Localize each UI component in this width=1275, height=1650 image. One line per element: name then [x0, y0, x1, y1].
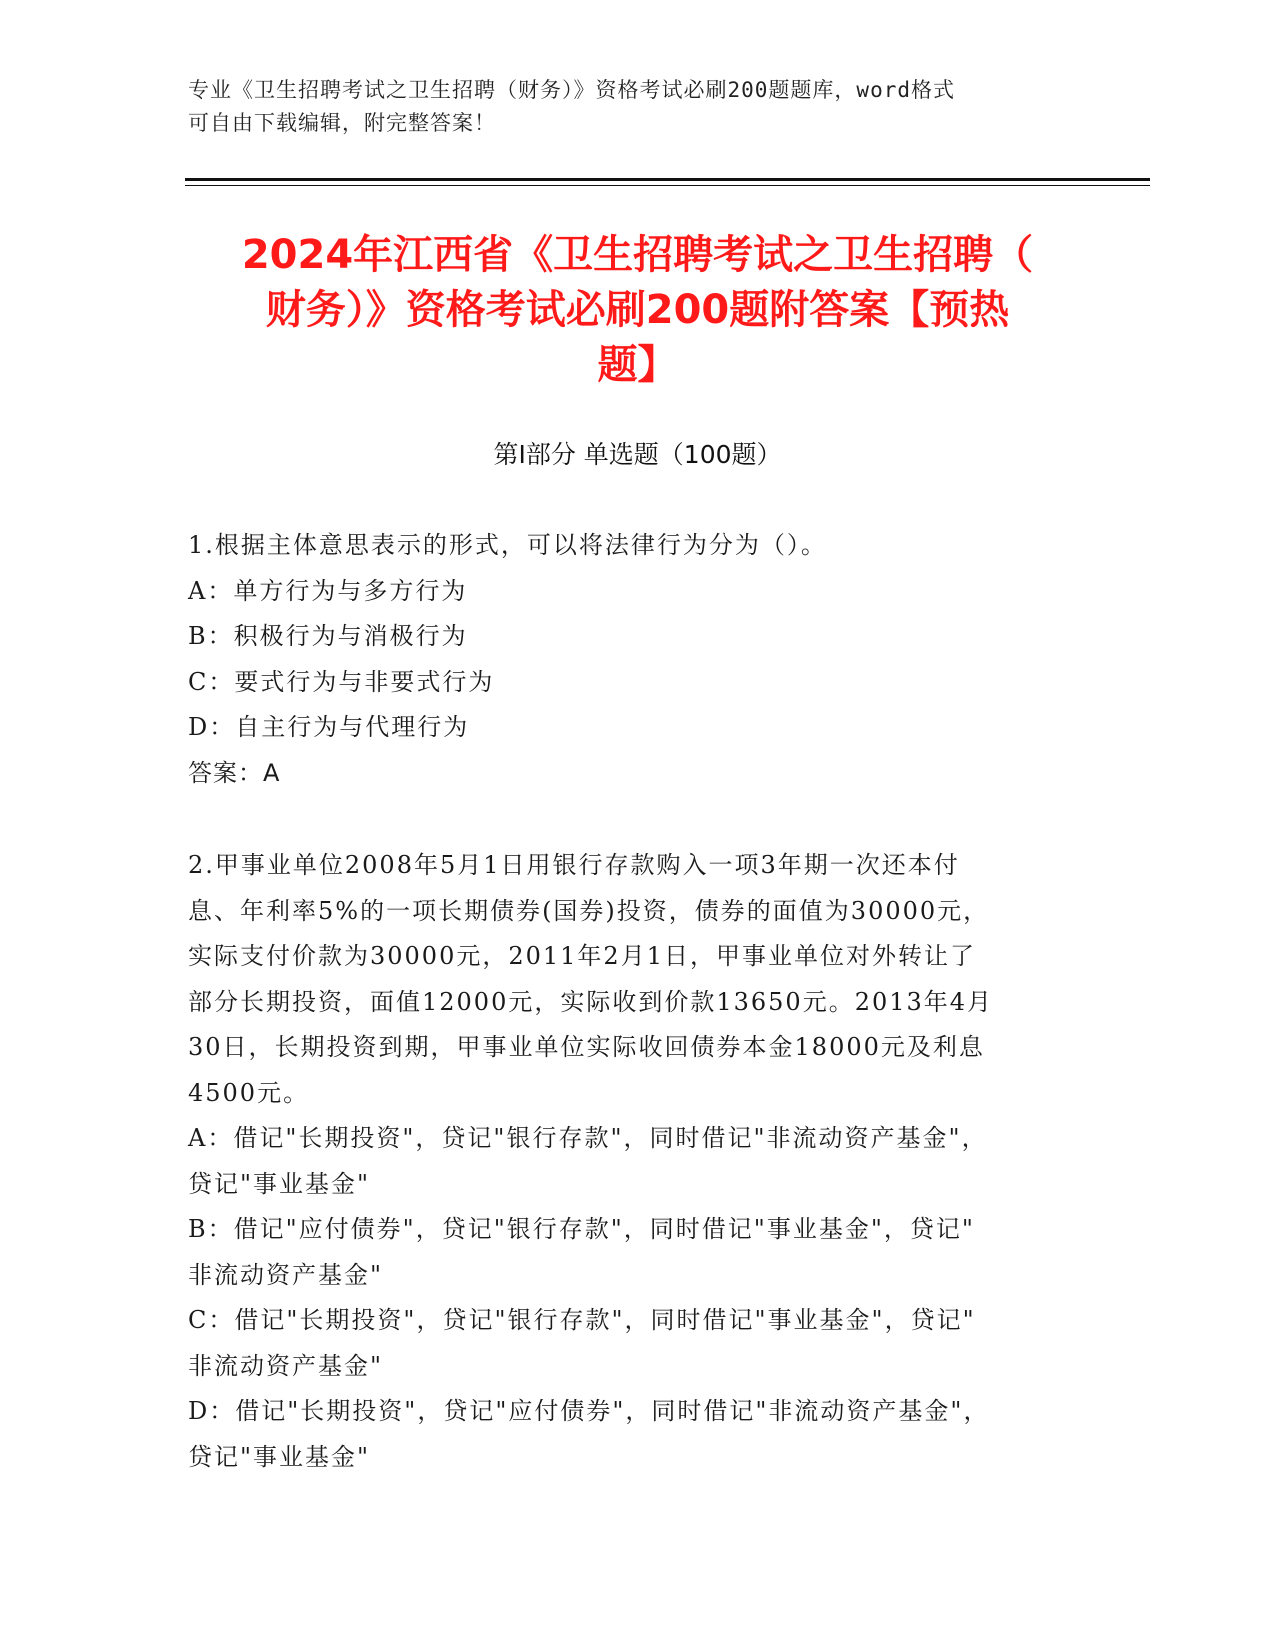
question-stem-line-3: 实际支付价款为30000元，2011年2月1日，甲事业单位对外转让了: [188, 942, 976, 970]
question-stem-line-2: 息、年利率5%的一项长期债券(国券)投资，债券的面值为30000元，: [188, 896, 990, 925]
option-a-line-2: 贷记"事业基金": [188, 1169, 371, 1198]
question-stem-line-5: 30日，长期投资到期，甲事业单位实际收回债券本金18000元及利息: [188, 1033, 985, 1061]
document-title-line-1: 2024年江西省《卫生招聘考试之卫生招聘（: [241, 232, 1034, 278]
header-note-line-1: 专业《卫生招聘考试之卫生招聘（财务）》资格考试必刷200题题库，word格式: [188, 78, 955, 102]
document-title: [180, 228, 1095, 393]
question-stem-line-1: 2.甲事业单位2008年5月1日用银行存款购入一项3年期一次还本付: [188, 851, 960, 879]
option-a: A：单方行为与多方行为: [188, 576, 468, 605]
answer: 答案：A: [188, 758, 281, 787]
option-b-line-2: 非流动资产基金": [188, 1260, 384, 1289]
option-b-line-1: B：借记"应付债券"，贷记"银行存款"，同时借记"事业基金"，贷记": [188, 1215, 975, 1243]
option-d: D：自主行为与代理行为: [188, 713, 470, 741]
header-note: [188, 74, 1068, 140]
document-title-line-3: 题】: [597, 342, 678, 388]
header-rule-thin: [185, 185, 1150, 186]
header-note-line-2: 可自由下载编辑，附完整答案！: [188, 111, 496, 135]
question-stem: 1.根据主体意思表示的形式，可以将法律行为分为（）。: [188, 531, 827, 559]
question-stem-line-4: 部分长期投资，面值12000元，实际收到价款13650元。2013年4月: [188, 987, 994, 1016]
header-rule-thick: [185, 178, 1150, 181]
option-d-line-2: 贷记"事业基金": [188, 1442, 371, 1471]
question-stem-line-6: 4500元。: [188, 1078, 310, 1107]
option-c: C：要式行为与非要式行为: [188, 667, 495, 696]
section-title: 第Ⅰ部分 单选题（100题）: [493, 440, 782, 469]
question-2: [188, 843, 1078, 1480]
option-c-line-1: C：借记"长期投资"，贷记"银行存款"，同时借记"事业基金"，贷记": [188, 1306, 976, 1334]
option-b: B：积极行为与消极行为: [188, 622, 468, 650]
option-d-line-1: D：借记"长期投资"，贷记"应付债券"，同时借记"非流动资产基金"，: [188, 1397, 990, 1425]
document-title-line-2: 财务）》资格考试必刷200题附答案【预热: [265, 287, 1010, 333]
question-1: [188, 523, 1078, 796]
option-c-line-2: 非流动资产基金": [188, 1351, 384, 1380]
option-a-line-1: A：借记"长期投资"，贷记"银行存款"，同时借记"非流动资产基金"，: [188, 1124, 988, 1152]
